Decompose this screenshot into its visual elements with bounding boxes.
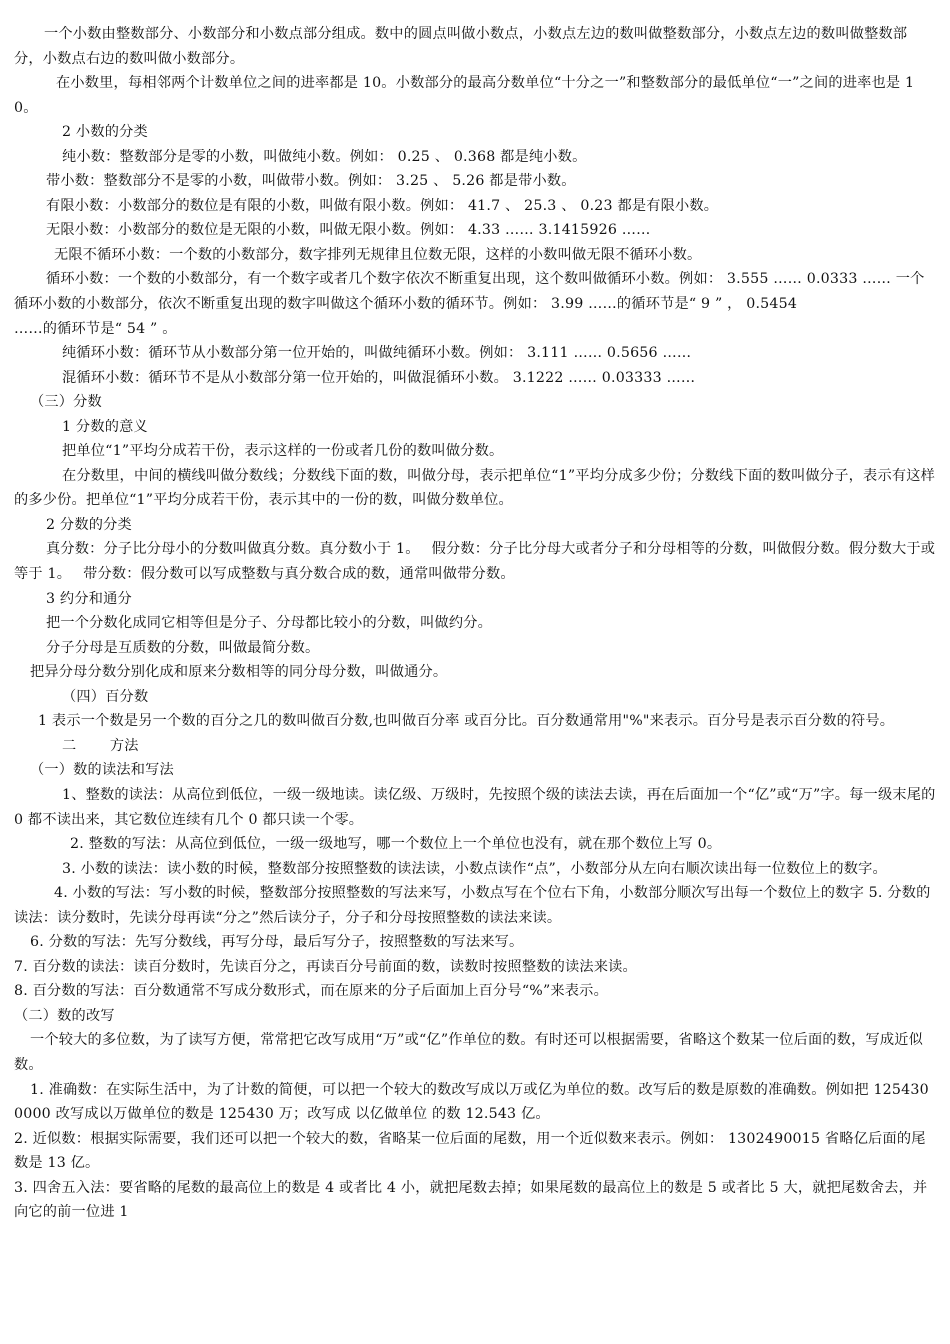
paragraph-line: 无限不循环小数：一个数的小数部分，数字排列无规律且位数无限，这样的小数叫做无限不循环小数。 — [54, 246, 702, 263]
paragraph-line: 3. 小数的读法：读小数的时候，整数部分按照整数的读法读，小数点读作“点”，小数部分从左向右顺次读出每一位数位上的数字。 — [62, 860, 887, 877]
paragraph-line: 2. 整数的写法：从高位到低位，一级一级地写，哪一个数位上一个单位也没有，就在那个数位上写 0。 — [70, 836, 722, 853]
paragraph-line: （四）百分数 — [62, 688, 149, 705]
paragraph-line: 1 表示一个数是另一个数的百分之几的数叫做百分数,也叫做百分率 或百分比。百分数通常用"%"来表示。百分号是表示百分数的符号。 — [38, 713, 895, 730]
paragraph-line: （三）分数 — [30, 394, 102, 411]
paragraph-line: ……的循环节是“ 54 ” 。 — [14, 320, 177, 337]
paragraph-line: 4. 小数的写法：写小数的时候，整数部分按照整数的写法来写，小数点写在个位右下角，小数部分顺次写出每一个数位上的数字 5. 分数的读法：读分数时，先读分母再读“分之”然后读分子，分子和分母按照整数的读法来读。 — [14, 885, 931, 926]
paragraph-line: 分子分母是互质数的分数，叫做最简分数。 — [46, 639, 320, 656]
paragraph-line: 混循环小数：循环节不是从小数部分第一位开始的，叫做混循环小数。 3.1222 …… 0.03333 …… — [62, 369, 696, 386]
document-page — [14, 22, 936, 1225]
paragraph-line: 有限小数：小数部分的数位是有限的小数，叫做有限小数。例如： 41.7 、 25.3 、 0.23 都是有限小数。 — [46, 197, 719, 214]
paragraph-line: 一个小数由整数部分、小数部分和小数点部分组成。数中的圆点叫做小数点，小数点左边的数叫做整数部分，小数点左边的数叫做整数部分，小数点右边的数叫做小数部分。 — [14, 26, 908, 67]
paragraph-line: 带小数：整数部分不是零的小数，叫做带小数。例如： 3.25 、 5.26 都是带小数。 — [46, 173, 576, 190]
paragraph-line: （一）数的读法和写法 — [30, 762, 174, 779]
paragraph-line: 7. 百分数的读法：读百分数时，先读百分之，再读百分号前面的数，读数时按照整数的读法来读。 — [14, 958, 637, 975]
paragraph-line: 1 分数的意义 — [62, 418, 148, 435]
paragraph-line: 8. 百分数的写法：百分数通常不写成分数形式，而在原来的分子后面加上百分号“%”来表示。 — [14, 983, 608, 1000]
paragraph-line: 1. 准确数：在实际生活中，为了计数的简便，可以把一个较大的数改写成以万或亿为单位的数。改写后的数是原数的准确数。例如把 1254300000 改写成以万做单位的数是 125430 万；改写成 以亿做单位 的数 12.543 亿。 — [14, 1081, 929, 1123]
paragraph-line: 纯循环小数：循环节从小数部分第一位开始的，叫做纯循环小数。例如： 3.111 …… 0.5656 …… — [62, 345, 692, 362]
paragraph-line: 1、整数的读法：从高位到低位，一级一级地读。读亿级、万级时，先按照个级的读法去读，再在后面加一个“亿”或“万”字。每一级末尾的 0 都不读出来，其它数位连续有几个 0 都只读一个零。 — [14, 786, 936, 828]
paragraph-line: 纯小数：整数部分是零的小数，叫做纯小数。例如： 0.25 、 0.368 都是纯小数。 — [62, 148, 587, 165]
paragraph-line: 一个较大的多位数，为了读写方便，常常把它改写成用“万”或“亿”作单位的数。有时还可以根据需要，省略这个数某一位后面的数，写成近似数。 — [14, 1032, 924, 1073]
paragraph-line: 在分数里，中间的横线叫做分数线；分数线下面的数，叫做分母，表示把单位“1”平均分成多少份；分数线下面的数叫做分子，表示有这样的多少份。把单位“1”平均分成若干份，表示其中的一份的数，叫做分数单位。 — [14, 467, 935, 509]
paragraph-line: 6. 分数的写法：先写分数线，再写分母，最后写分子，按照整数的写法来写。 — [30, 934, 524, 951]
paragraph-line: 无限小数：小数部分的数位是无限的小数，叫做无限小数。例如： 4.33 …… 3.1415926 …… — [46, 222, 651, 239]
paragraph-line: （二）数的改写 — [14, 1007, 115, 1024]
paragraph-line: 把异分母分数分别化成和原来分数相等的同分母分数，叫做通分。 — [30, 664, 448, 681]
paragraph-line: 把一个分数化成同它相等但是分子、分母都比较小的分数，叫做约分。 — [46, 615, 493, 632]
paragraph-line: 循环小数：一个数的小数部分，有一个数字或者几个数字依次不断重复出现，这个数叫做循环小数。例如： 3.555 …… 0.0333 …… 一个循环小数的小数部分，依次不断重复出现的数字叫做这个循环小数的循环节。例如： 3.99 ……的循环节是“ 9 ” ， 0.5454 — [14, 271, 925, 313]
paragraph-line: 3. 四舍五入法：要省略的尾数的最高位上的数是 4 或者比 4 小，就把尾数去掉；如果尾数的最高位上的数是 5 或者比 5 大，就把尾数舍去，并向它的前一位进 1 — [14, 1179, 928, 1221]
paragraph-line: 真分数：分子比分母小的分数叫做真分数。真分数小于 1。 假分数：分子比分母大或者分子和分母相等的分数，叫做假分数。假分数大于或等于 1。 带分数：假分数可以写成整数与真分数合成的数，通常叫做带分数。 — [14, 541, 936, 583]
paragraph-line: 在小数里，每相邻两个计数单位之间的进率都是 10。小数部分的最高分数单位“十分之一”和整数部分的最低单位“一”之间的进率也是 10。 — [14, 75, 915, 116]
paragraph-line: 二 方法 — [62, 737, 139, 754]
paragraph-line: 2 小数的分类 — [62, 124, 148, 141]
paragraph-line: 2 分数的分类 — [46, 516, 132, 533]
paragraph-line: 3 约分和通分 — [46, 590, 132, 607]
paragraph-line: 把单位“1”平均分成若干份，表示这样的一份或者几份的数叫做分数。 — [62, 443, 504, 460]
paragraph-line: 2. 近似数：根据实际需要，我们还可以把一个较大的数，省略某一位后面的尾数，用一个近似数来表示。例如： 1302490015 省略亿后面的尾数是 13 亿。 — [14, 1130, 926, 1172]
